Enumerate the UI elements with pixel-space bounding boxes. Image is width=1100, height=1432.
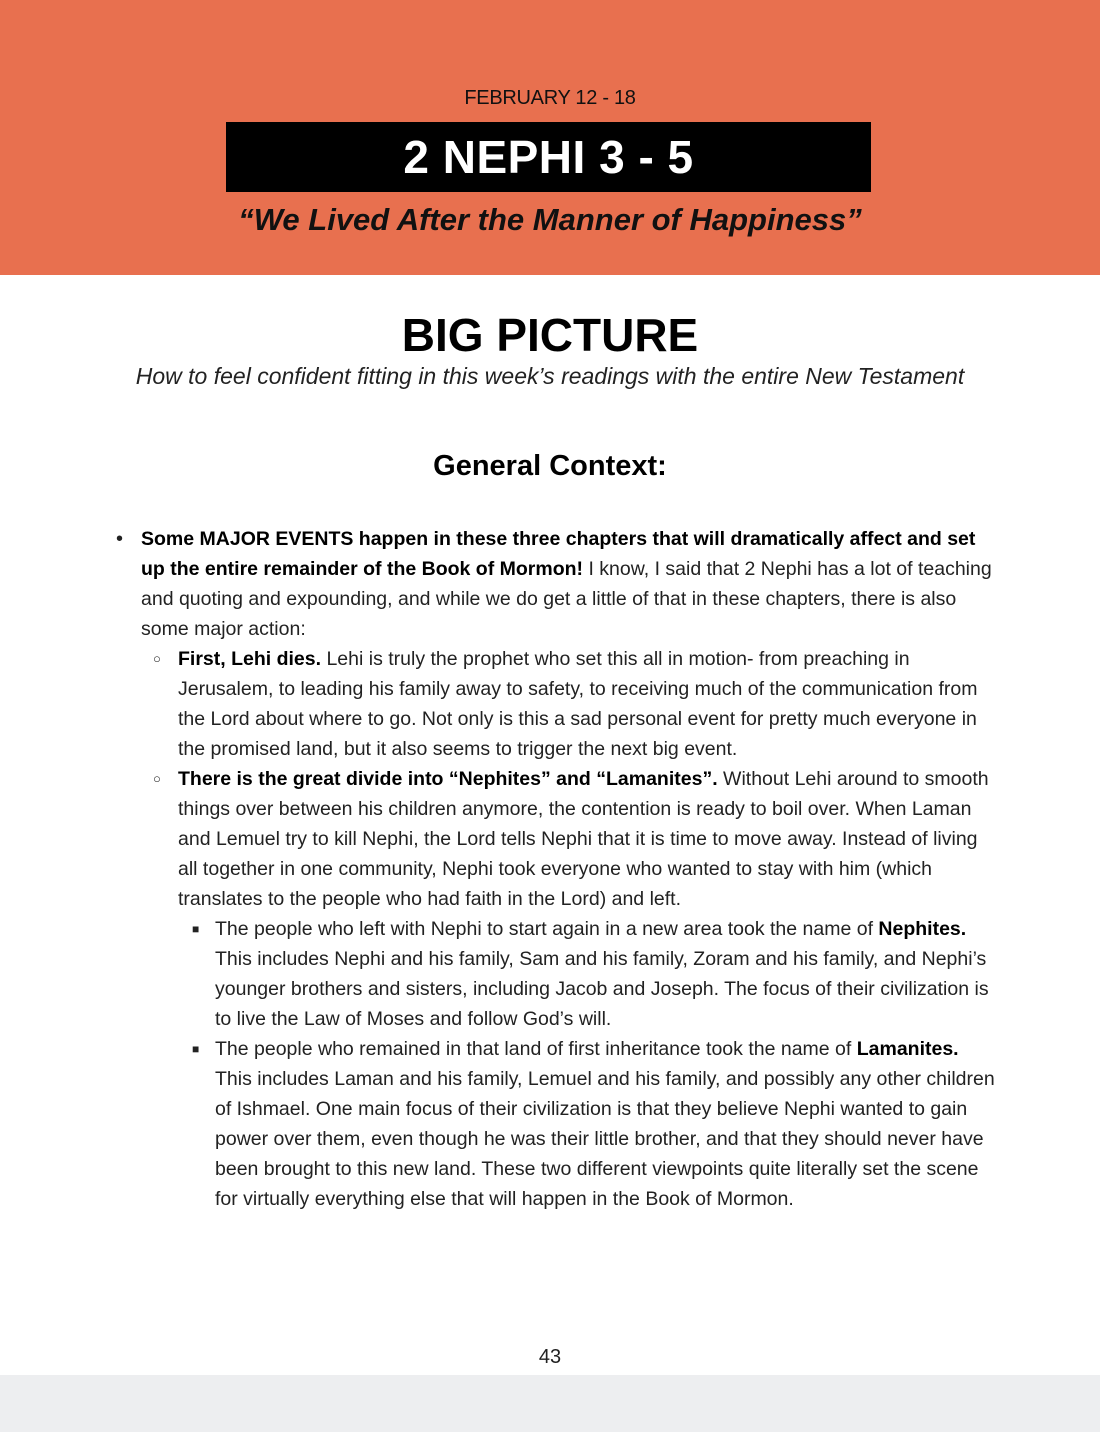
general-context-list (0, 524, 1100, 1214)
bold-term: Lamanites. (856, 1038, 959, 1060)
item-text: I know, I said that 2 Nephi has a lot of teaching and quoting and expounding, and while we do get a little of that in these chapters, there is also some major action: (141, 558, 992, 640)
bold-lead: There is the great divide into “Nephites” and “Lamanites”. (178, 768, 718, 790)
list-item-great-divide (0, 764, 1100, 914)
big-picture-heading: BIG PICTURE (401, 309, 699, 361)
date-range: FEBRUARY 12 - 18 (464, 87, 636, 109)
bullet-circle-icon: ○ (153, 651, 161, 666)
page-title: 2 NEPHI 3 - 5 (403, 131, 694, 183)
title-box (226, 122, 871, 192)
bullet-square-icon: ■ (192, 922, 200, 936)
item-pre-text: The people who left with Nephi to start again in a new area took the name of (215, 918, 879, 940)
item-text: Lehi is truly the prophet who set this all in motion- from preaching in Jerusalem, to leading his family away to safety, to receiving much of the communication from the Lord about where to go. Not only is this a sad personal event for pretty much everyone in the promised land, but it also seems to trigger the next big event. (178, 648, 978, 760)
bullet-circle-icon: ○ (153, 771, 161, 786)
list-item-nephites (0, 914, 1100, 1034)
big-picture-subtitle: How to feel confident fitting in this week’s readings with the entire New Testament (135, 363, 965, 389)
list-item-major-events (0, 524, 1100, 644)
item-text: Without Lehi around to smooth things over between his children anymore, the contention is ready to boil over. When Laman and Lemuel try to kill Nephi, the Lord tells Nephi that it is time to move away. Instead of living all together in one community, Nephi took everyone who wanted to stay with him (which translates to the people who had faith in the Lord) and left. (178, 768, 989, 910)
general-context-heading: General Context: (433, 450, 667, 482)
bold-term: Nephites. (878, 918, 967, 940)
bullet-square-icon: ■ (192, 1042, 200, 1056)
list-item-lamanites (0, 1034, 1100, 1214)
bold-lead: Some MAJOR EVENTS happen in these three chapters that will dramatically affect and set up the entire remainder of the Book of Mormon! (141, 528, 976, 580)
item-pre-text: The people who remained in that land of first inheritance took the name of (215, 1038, 857, 1060)
bold-lead: First, Lehi dies. (178, 648, 322, 670)
list-item-lehi-dies (0, 644, 1100, 764)
page-number: 43 (538, 1346, 562, 1368)
item-text: This includes Nephi and his family, Sam and his family, Zoram and his family, and Nephi’s younger brothers and sisters, including Jacob and Joseph. The focus of their civilization is to live the Law of Moses and follow God’s will. (215, 948, 989, 1030)
bullet-disc-icon: • (116, 528, 124, 550)
header-band (0, 0, 1100, 275)
item-text: This includes Laman and his family, Lemuel and his family, and possibly any other children of Ishmael. One main focus of their civilization is that they believe Nephi wanted to gain power over them, even though he was their little brother, and that they should never have been brought to this new land. These two different viewpoints quite literally set the scene for virtually everything else that will happen in the Book of Mormon. (215, 1068, 995, 1210)
page-subtitle: “We Lived After the Manner of Happiness” (238, 202, 862, 237)
